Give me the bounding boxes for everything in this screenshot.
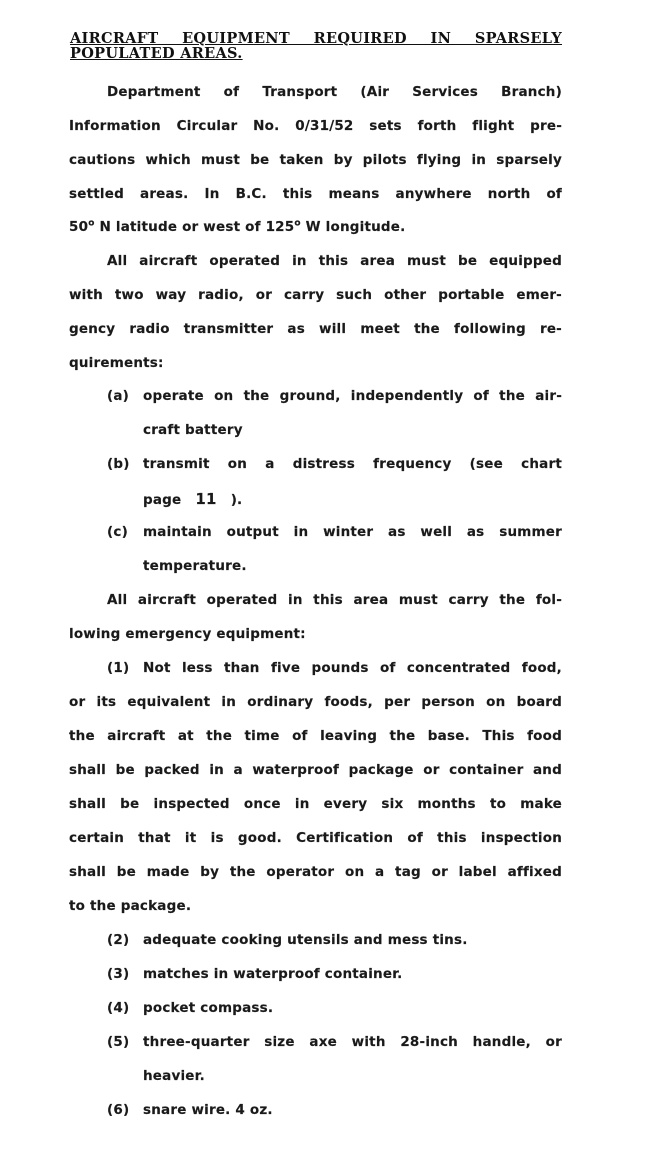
para2-line-2: with two way radio, or carry such other portable emer-: [69, 287, 562, 303]
requirement-text: transmit on a distress frequency (see chart: [143, 456, 562, 472]
para2-line-1: All aircraft operated in this area must be equipped: [107, 253, 562, 269]
para1-line-5: [69, 219, 562, 235]
equipment-1-line-3: the aircraft at the time of leaving the base. This food: [69, 728, 562, 744]
requirement-c-cont: temperature.: [143, 558, 247, 574]
para1-line-1: Department of Transport (Air Services Branch): [107, 84, 562, 100]
equipment-number: (4): [107, 1000, 130, 1016]
equipment-1-line-7: shall be made by the operator on a tag or label affixed: [69, 864, 562, 880]
title-line-2: POPULATED AREAS.: [70, 45, 243, 62]
requirement-number: (a): [107, 388, 130, 404]
equipment-text: Not less than five pounds of concentrated food,: [143, 660, 562, 676]
equipment-number: (5): [107, 1034, 130, 1050]
equipment-1-line-4: shall be packed in a waterproof package or container and: [69, 762, 562, 778]
equipment-1-line-8: to the package.: [69, 898, 192, 914]
requirement-number: (b): [107, 456, 130, 472]
para3-line-1: All aircraft operated in this area must carry the fol-: [107, 592, 562, 608]
para2-line-3: gency radio transmitter as will meet the following re-: [69, 321, 562, 337]
requirement-c: [107, 524, 562, 540]
document-title: [70, 31, 562, 61]
equipment-1: [107, 660, 562, 676]
equipment-6: [107, 1102, 562, 1118]
equipment-text: adequate cooking utensils and mess tins.: [143, 932, 468, 948]
equipment-text: pocket compass.: [143, 1000, 274, 1016]
degree-symbol: o: [294, 218, 301, 229]
latitude-value: 50: [69, 219, 89, 235]
requirement-text: operate on the ground, independently of the air-: [143, 388, 562, 404]
equipment-text: three-quarter size axe with 28-inch handle, or: [143, 1034, 562, 1050]
requirement-a: [107, 388, 562, 404]
degree-symbol: o: [88, 218, 95, 229]
closing-paren: ).: [230, 492, 243, 508]
para2-line-4: quirements:: [69, 355, 164, 371]
page-reference: 11: [195, 490, 217, 508]
equipment-2: [107, 932, 562, 948]
requirement-b-cont: [143, 490, 562, 508]
equipment-number: (2): [107, 932, 130, 948]
equipment-text: snare wire. 4 oz.: [143, 1102, 273, 1118]
requirement-text: maintain output in winter as well as summer: [143, 524, 562, 540]
equipment-number: (3): [107, 966, 130, 982]
equipment-5-cont: heavier.: [143, 1068, 205, 1084]
equipment-4: [107, 1000, 562, 1016]
para1-line-4: settled areas. In B.C. this means anywhere north of: [69, 186, 562, 202]
equipment-1-line-6: certain that it is good. Certification of this inspection: [69, 830, 562, 846]
para1-line-2: Information Circular No. 0/31/52 sets forth flight pre-: [69, 118, 562, 134]
equipment-1-line-2: or its equivalent in ordinary foods, per person on board: [69, 694, 562, 710]
para1-line-3: cautions which must be taken by pilots flying in sparsely: [69, 152, 562, 168]
page-word: page: [143, 492, 182, 508]
para1-line-5-end: W longitude.: [300, 219, 406, 235]
requirement-number: (c): [107, 524, 128, 540]
equipment-text: matches in waterproof container.: [143, 966, 403, 982]
equipment-3: [107, 966, 562, 982]
equipment-number: (6): [107, 1102, 130, 1118]
equipment-1-line-5: shall be inspected once in every six months to make: [69, 796, 562, 812]
equipment-5: [107, 1034, 562, 1050]
equipment-number: (1): [107, 660, 130, 676]
requirement-a-cont: craft battery: [143, 422, 243, 438]
requirement-b: [107, 456, 562, 472]
para1-line-5-mid: N latitude or west of 125: [94, 219, 295, 235]
title-line-1: AIRCRAFT EQUIPMENT REQUIRED IN SPARSELY: [70, 30, 562, 47]
para3-line-2: lowing emergency equipment:: [69, 626, 306, 642]
